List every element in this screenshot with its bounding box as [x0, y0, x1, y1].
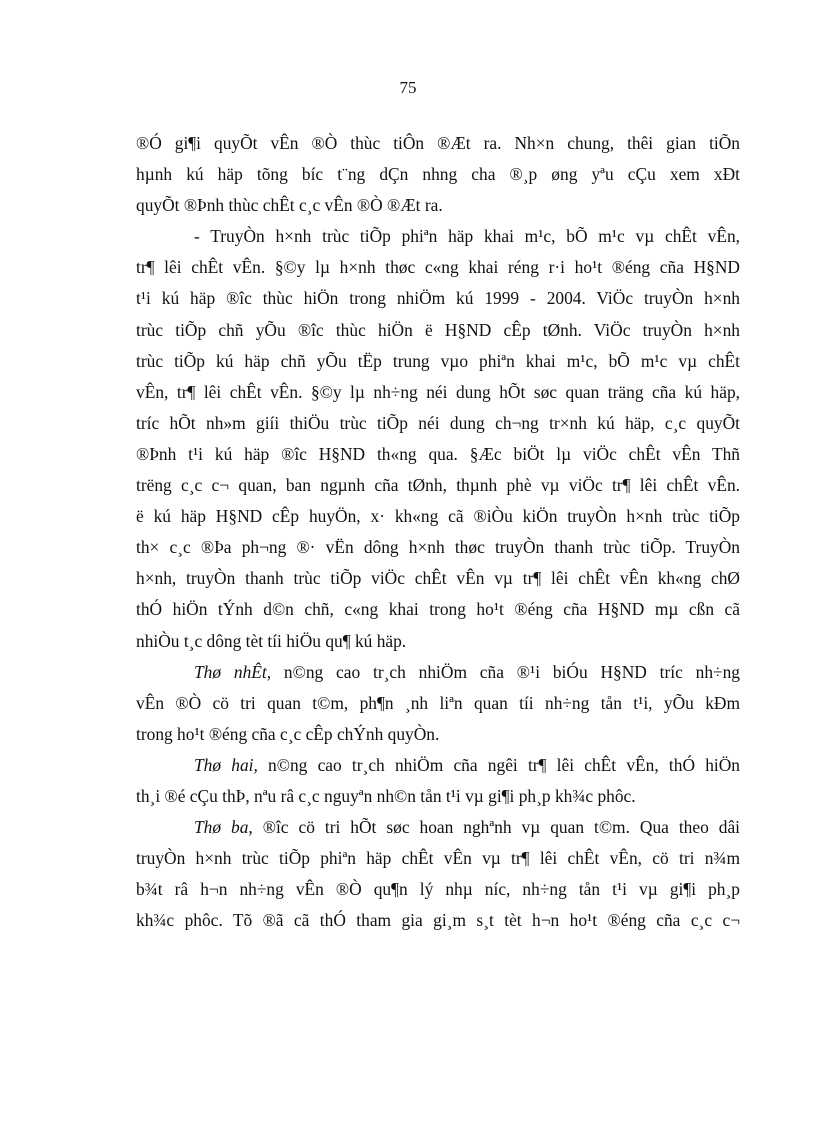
line-text: trong ho¹t ®éng cña c¸c cÊp chÝnh quyÒn.	[136, 723, 440, 744]
line-text: thÓ hiÖn tÝnh d©n chñ, c«ng khai trong ho¹t ®éng cña H§ND mµ cßn cã	[136, 599, 740, 620]
body-text	[136, 128, 740, 936]
line-text: n©ng cao tr¸ch nhiÖm cña ®¹i biÓu H§ND tríc nh÷ng	[271, 661, 740, 682]
line-text: th× c¸c ®Þa ph¬ng ®· vËn dông h×nh thøc truyÒn thanh trùc tiÕp. TruyÒn	[136, 537, 740, 558]
line-text: trëng c¸c c¬ quan, ban ngµnh cña tØnh, thµnh phè vµ viÖc tr¶ lêi chÊt vÊn.	[136, 475, 740, 496]
line-text: - TruyÒn h×nh trùc tiÕp phiªn häp khai m¹c, bÕ m¹c vµ chÊt vÊn,	[194, 226, 740, 247]
text-line	[136, 688, 740, 719]
text-line	[136, 159, 740, 190]
text-line	[136, 346, 740, 377]
text-line	[136, 594, 740, 625]
line-text: th¸i ®é cÇu thÞ, nªu râ c¸c nguyªn nh©n tån t¹i vµ gi¶i ph¸p kh¾c phôc.	[136, 785, 636, 806]
text-line	[136, 905, 740, 936]
text-line	[136, 501, 740, 532]
text-line	[136, 439, 740, 470]
page-number: 75	[399, 78, 417, 97]
text-line	[136, 252, 740, 283]
italic-lead: Thø nhÊt,	[194, 661, 272, 682]
text-line	[136, 626, 740, 657]
text-line	[136, 781, 740, 812]
line-text: vÊn ®Ò cö tri quan t©m, ph¶n ¸nh liªn quan tíi nh÷ng tån t¹i, yÕu kÐm	[136, 692, 740, 713]
line-text: b¾t râ h¬n nh÷ng vÊn ®Ò qu¶n lý nhµ níc, nh÷ng tån t¹i vµ gi¶i ph¸p	[136, 879, 740, 900]
text-line	[136, 532, 740, 563]
text-line	[136, 750, 740, 781]
line-text: ®Ó gi¶i quyÕt vÊn ®Ò thùc tiÔn ®Æt ra. Nh×n chung, thêi gian tiÕn	[136, 133, 740, 153]
line-text: hµnh kú häp tõng bíc t¨ng dÇn nhng cha ®¸p øng yªu cÇu xem xÐt	[136, 164, 740, 185]
line-text: truyÒn h×nh trùc tiÕp phiªn häp chÊt vÊn vµ tr¶ lêi chÊt vÊn, cö tri n¾m	[136, 848, 740, 869]
line-text: ®Þnh t¹i kú häp ®îc H§ND th«ng qua. §Æc biÖt lµ viÖc chÊt vÊn Thñ	[136, 443, 740, 464]
text-line	[136, 719, 740, 750]
italic-lead: Thø ba,	[194, 817, 253, 838]
text-line	[136, 283, 740, 314]
line-text: h×nh, truyÒn thanh trùc tiÕp viÖc chÊt vÊn vµ tr¶ lêi chÊt vÊn kh«ng chØ	[136, 568, 740, 589]
text-line	[136, 377, 740, 408]
line-text: trùc tiÕp chñ yÕu ®îc thùc hiÖn ë H§ND cÊp tØnh. ViÖc truyÒn h×nh	[136, 319, 740, 340]
text-line	[136, 190, 740, 221]
line-text: ®îc cö tri hÕt søc hoan nghªnh vµ quan t©m. Qua theo dâi	[252, 817, 740, 838]
line-text: n©ng cao tr¸ch nhiÖm cña ngêi tr¶ lêi chÊt vÊn, thÓ hiÖn	[257, 754, 740, 775]
text-line	[136, 843, 740, 874]
text-line	[136, 128, 740, 159]
line-text: quyÕt ®Þnh thùc chÊt c¸c vÊn ®Ò ®Æt ra.	[136, 195, 443, 216]
text-line	[136, 221, 740, 252]
line-text: vÊn, tr¶ lêi chÊt vÊn. §©y lµ nh÷ng néi dung hÕt søc quan träng cña kú häp,	[136, 381, 740, 402]
italic-lead: Thø hai,	[194, 754, 258, 775]
text-line	[136, 812, 740, 843]
line-text: t¹i kú häp ®îc thùc hiÖn trong nhiÖm kú 1999 - 2004. ViÖc truyÒn h×nh	[136, 288, 740, 309]
text-line	[136, 408, 740, 439]
text-line	[136, 657, 740, 688]
line-text: trùc tiÕp kú häp chñ yÕu tËp trung vµo phiªn khai m¹c, bÕ m¹c vµ chÊt	[136, 350, 740, 371]
line-text: tríc hÕt nh»m giíi thiÖu trùc tiÕp néi dung ch¬ng tr×nh kú häp, c¸c quyÕt	[136, 412, 740, 433]
line-text: tr¶ lêi chÊt vÊn. §©y lµ h×nh thøc c«ng khai réng r·i ho¹t ®éng cña H§ND	[136, 257, 740, 278]
line-text: ë kú häp H§ND cÊp huyÖn, x· kh«ng cã ®iÒu kiÖn truyÒn h×nh trùc tiÕp	[136, 506, 740, 527]
text-line	[136, 874, 740, 905]
text-line	[136, 315, 740, 346]
text-line	[136, 563, 740, 594]
line-text: kh¾c phôc. Tõ ®ã cã thÓ tham gia gi¸m s¸t tèt h¬n ho¹t ®éng cña c¸c c¬	[136, 910, 740, 931]
line-text: nhiÒu t¸c dông tèt tíi hiÖu qu¶ kú häp.	[136, 630, 407, 651]
text-line	[136, 470, 740, 501]
